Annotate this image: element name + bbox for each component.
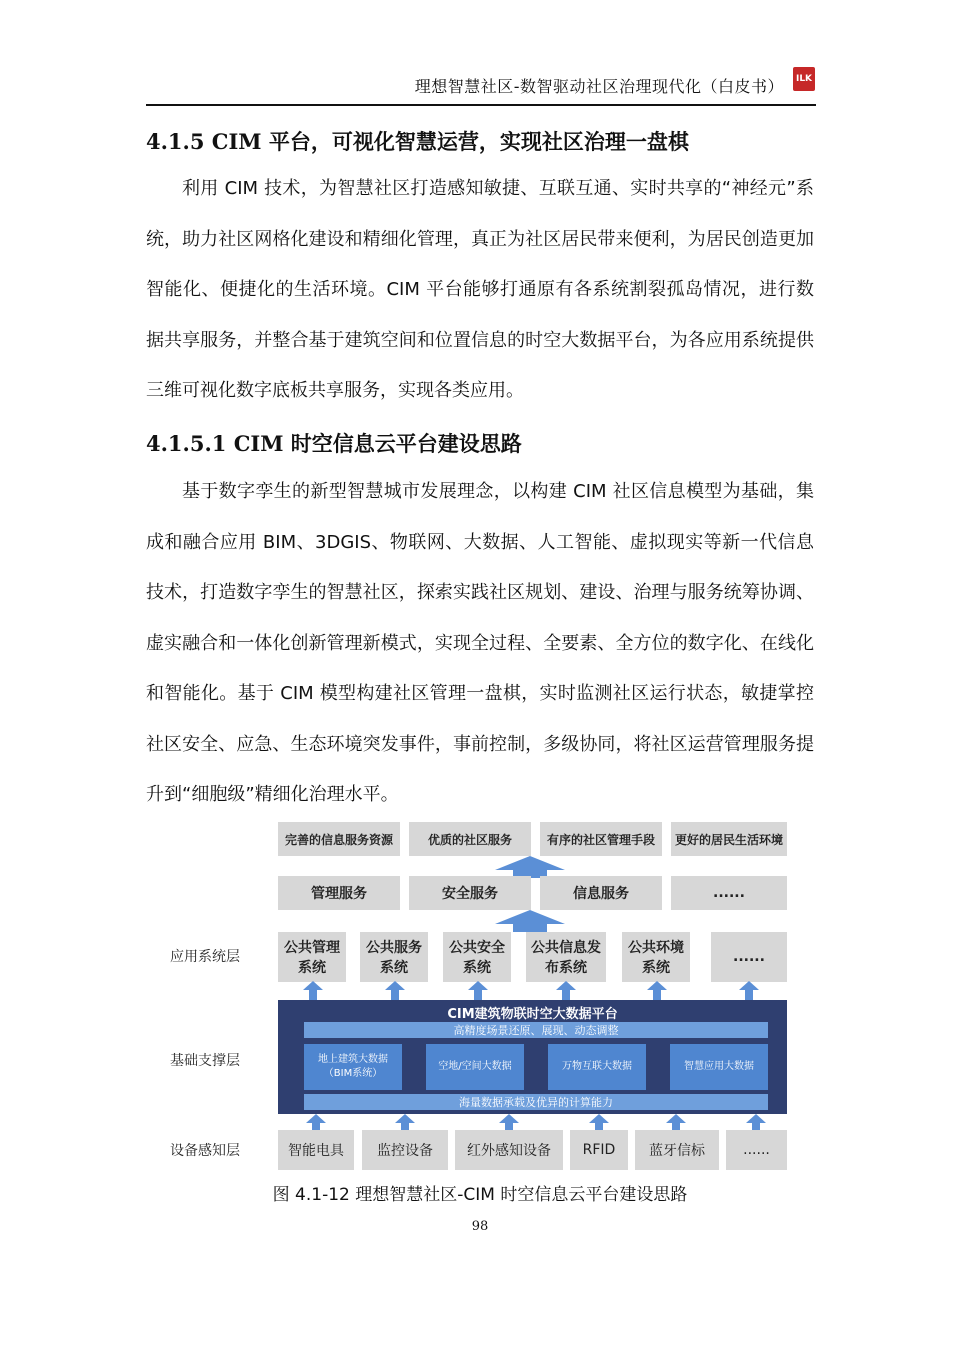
- device-box: 红外感知设备: [455, 1130, 563, 1170]
- layer-label-foundation: 基础支撑层: [170, 1053, 240, 1069]
- app-system-box: 公共信息发布系统: [526, 932, 606, 982]
- platform-top-bar: 高精度场景还原、展现、动态调整: [304, 1022, 768, 1038]
- running-header: 理想智慧社区-数智驱动社区治理现代化（白皮书）: [414, 77, 784, 96]
- platform-module: 万物互联大数据: [548, 1044, 646, 1090]
- service-box: 安全服务: [409, 876, 531, 910]
- service-box: 信息服务: [540, 876, 662, 910]
- goal-box: 有序的社区管理手段: [540, 822, 662, 856]
- device-box: ......: [726, 1130, 787, 1170]
- page-number: 98: [471, 1219, 489, 1234]
- section-heading-4-1-5: 4.1.5 CIM 平台，可视化智慧运营，实现社区治理一盘棋: [146, 129, 689, 154]
- service-box: 管理服务: [278, 876, 400, 910]
- app-system-box: 公共管理系统: [278, 932, 346, 982]
- device-box: 蓝牙信标: [635, 1130, 719, 1170]
- cim-platform-diagram: [160, 818, 800, 1178]
- app-system-box: 公共安全系统: [443, 932, 511, 982]
- app-system-box: ......: [711, 932, 787, 982]
- platform-module: 地上建筑大数据（BIM系统）: [304, 1044, 402, 1090]
- up-arrow-icon: [556, 981, 576, 1000]
- platform-title: CIM建筑物联时空大数据平台: [447, 1007, 618, 1022]
- platform-module: 智慧应用大数据: [670, 1044, 768, 1090]
- section-paragraph-4-1-5-1: 基于数字孪生的新型智慧城市发展理念，以构建 CIM 社区信息模型为基础，集成和融合应用 BIM、3DGIS、物联网、大数据、人工智能、虚拟现实等新一代信息技术，打造数字孪生的智慧社区，探索实践社区规划、建设、治理与服务统筹协调、虚实融合和一体化创新管理新模式，实现全过程、全要素、全方位的数字化、在线化和智能化。基于 CIM 模型构建社区管理一盘棋，实时监测社区运行状态，敏捷掌控社区安全、应急、生态环境突发事件，事前控制，多级协同，将社区运营管理服务提升到“细胞级”精细化治理水平。: [146, 481, 814, 805]
- device-box: RFID: [570, 1130, 628, 1170]
- up-arrow-icon: [385, 981, 405, 1000]
- up-arrow-icon: [647, 981, 667, 1000]
- goal-box: 完善的信息服务资源: [278, 822, 400, 856]
- layer-label-application: 应用系统层: [170, 949, 240, 965]
- publisher-logo: ILK: [793, 67, 815, 91]
- layer-label-device: 设备感知层: [170, 1143, 240, 1159]
- goal-box: 更好的居民生活环境: [671, 822, 787, 856]
- service-box: ......: [671, 876, 787, 910]
- device-box: 智能电具: [278, 1130, 354, 1170]
- up-arrow-icon: [303, 981, 323, 1000]
- goal-box: 优质的社区服务: [409, 822, 531, 856]
- device-box: 监控设备: [362, 1130, 448, 1170]
- up-arrow-icon: [468, 981, 488, 1000]
- header-divider: [146, 104, 816, 106]
- platform-module: 空地/空间大数据: [426, 1044, 524, 1090]
- figure-caption: 图 4.1-12 理想智慧社区-CIM 时空信息云平台建设思路: [272, 1185, 688, 1205]
- app-system-box: 公共服务系统: [360, 932, 428, 982]
- cim-platform-panel: [278, 1000, 787, 1114]
- up-arrow-icon: [739, 981, 759, 1000]
- app-system-box: 公共环境系统: [622, 932, 690, 982]
- up-arrow-icon: [495, 856, 565, 878]
- section-paragraph-4-1-5: 利用 CIM 技术，为智慧社区打造感知敏捷、互联互通、实时共享的“神经元”系统，助力社区网格化建设和精细化管理，真正为社区居民带来便利，为居民创造更加智能化、便捷化的生活环境。CIM 平台能够打通原有各系统割裂孤岛情况，进行数据共享服务，并整合基于建筑空间和位置信息的时空大数据平台，为各应用系统提供三维可视化数字底板共享服务，实现各类应用。: [146, 178, 814, 401]
- platform-bottom-bar: 海量数据承载及优异的计算能力: [304, 1094, 768, 1110]
- section-heading-4-1-5-1: 4.1.5.1 CIM 时空信息云平台建设思路: [146, 431, 522, 456]
- up-arrow-icon: [495, 910, 565, 932]
